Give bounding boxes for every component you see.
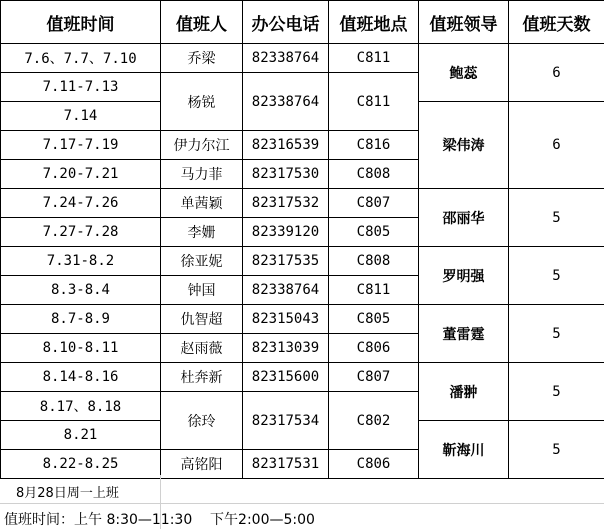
date-cell[interactable]: 8.17、8.18 <box>1 392 161 421</box>
place-cell[interactable]: C811 <box>329 276 419 305</box>
place-cell[interactable]: C811 <box>329 73 419 131</box>
place-cell[interactable]: C808 <box>329 160 419 189</box>
person-cell[interactable]: 钟国 <box>161 276 243 305</box>
grid-line <box>0 503 604 504</box>
header-phone: 办公电话 <box>243 1 329 44</box>
phone-cell[interactable]: 82317532 <box>243 189 329 218</box>
phone-cell[interactable]: 82338764 <box>243 44 329 73</box>
person-cell[interactable]: 徐玲 <box>161 392 243 450</box>
phone-cell[interactable]: 82317530 <box>243 160 329 189</box>
phone-cell[interactable]: 82315600 <box>243 363 329 392</box>
days-cell[interactable]: 5 <box>509 247 604 305</box>
date-cell[interactable]: 7.27-7.28 <box>1 218 161 247</box>
date-cell[interactable]: 7.17-7.19 <box>1 131 161 160</box>
person-cell[interactable]: 赵雨薇 <box>161 334 243 363</box>
phone-cell[interactable]: 82316539 <box>243 131 329 160</box>
person-cell[interactable]: 徐亚妮 <box>161 247 243 276</box>
date-cell[interactable]: 7.24-7.26 <box>1 189 161 218</box>
duty-hours-label: 值班时间： <box>4 512 74 528</box>
place-cell[interactable]: C806 <box>329 334 419 363</box>
header-days: 值班天数 <box>509 1 604 44</box>
person-cell[interactable]: 乔梁 <box>161 44 243 73</box>
days-cell[interactable]: 6 <box>509 44 604 102</box>
place-cell[interactable]: C808 <box>329 247 419 276</box>
leader-cell[interactable]: 靳海川 <box>419 421 509 479</box>
person-cell[interactable]: 伊力尔江 <box>161 131 243 160</box>
phone-cell[interactable]: 82338764 <box>243 276 329 305</box>
date-cell[interactable]: 7.31-8.2 <box>1 247 161 276</box>
days-cell[interactable]: 5 <box>509 305 604 363</box>
leader-cell[interactable]: 潘翀 <box>419 363 509 421</box>
place-cell[interactable]: C807 <box>329 189 419 218</box>
days-cell[interactable]: 6 <box>509 102 604 189</box>
days-cell[interactable]: 5 <box>509 421 604 479</box>
header-row <box>1 1 604 44</box>
date-cell[interactable]: 8.3-8.4 <box>1 276 161 305</box>
date-cell[interactable]: 8.14-8.16 <box>1 363 161 392</box>
date-cell[interactable]: 8.7-8.9 <box>1 305 161 334</box>
header-date: 值班时间 <box>1 1 161 44</box>
date-cell[interactable]: 8.21 <box>1 421 161 450</box>
date-cell[interactable]: 7.11-7.13 <box>1 73 161 102</box>
person-cell[interactable]: 李姗 <box>161 218 243 247</box>
table-row <box>1 44 604 73</box>
table-row <box>1 189 604 218</box>
phone-cell[interactable]: 82317535 <box>243 247 329 276</box>
person-cell[interactable]: 杜奔新 <box>161 363 243 392</box>
leader-cell[interactable]: 罗明强 <box>419 247 509 305</box>
place-cell[interactable]: C806 <box>329 450 419 479</box>
phone-cell[interactable]: 82338764 <box>243 73 329 131</box>
date-cell[interactable]: 7.6、7.7、7.10 <box>1 44 161 73</box>
leader-cell[interactable]: 邵丽华 <box>419 189 509 247</box>
duty-hours-afternoon: 下午2:00—5:00 <box>210 512 315 528</box>
phone-cell[interactable]: 82339120 <box>243 218 329 247</box>
phone-cell[interactable]: 82317534 <box>243 392 329 450</box>
place-cell[interactable]: C807 <box>329 363 419 392</box>
person-cell[interactable]: 单茜颖 <box>161 189 243 218</box>
date-cell[interactable]: 8.10-8.11 <box>1 334 161 363</box>
days-cell[interactable]: 5 <box>509 189 604 247</box>
phone-cell[interactable]: 82317531 <box>243 450 329 479</box>
duty-hours <box>4 509 315 529</box>
header-person: 值班人 <box>161 1 243 44</box>
place-cell[interactable]: C805 <box>329 218 419 247</box>
person-cell[interactable]: 马力菲 <box>161 160 243 189</box>
place-cell[interactable]: C802 <box>329 392 419 450</box>
leader-cell[interactable]: 梁伟涛 <box>419 102 509 189</box>
phone-cell[interactable]: 82313039 <box>243 334 329 363</box>
header-place: 值班地点 <box>329 1 419 44</box>
days-cell[interactable]: 5 <box>509 363 604 421</box>
duty-hours-morning: 上午 8:30—11:30 <box>74 512 193 528</box>
person-cell[interactable]: 高铭阳 <box>161 450 243 479</box>
workday-note: 8月28日周一上班 <box>16 486 119 501</box>
table-row <box>1 363 604 392</box>
date-cell[interactable]: 7.20-7.21 <box>1 160 161 189</box>
leader-cell[interactable]: 鲍蕊 <box>419 44 509 102</box>
table-row <box>1 305 604 334</box>
date-cell[interactable]: 8.22-8.25 <box>1 450 161 479</box>
phone-cell[interactable]: 82315043 <box>243 305 329 334</box>
header-leader: 值班领导 <box>419 1 509 44</box>
place-cell[interactable]: C816 <box>329 131 419 160</box>
place-cell[interactable]: C811 <box>329 44 419 73</box>
date-cell[interactable]: 7.14 <box>1 102 161 131</box>
person-cell[interactable]: 仇智超 <box>161 305 243 334</box>
leader-cell[interactable]: 董雷霆 <box>419 305 509 363</box>
person-cell[interactable]: 杨锐 <box>161 73 243 131</box>
table-row <box>1 247 604 276</box>
place-cell[interactable]: C805 <box>329 305 419 334</box>
